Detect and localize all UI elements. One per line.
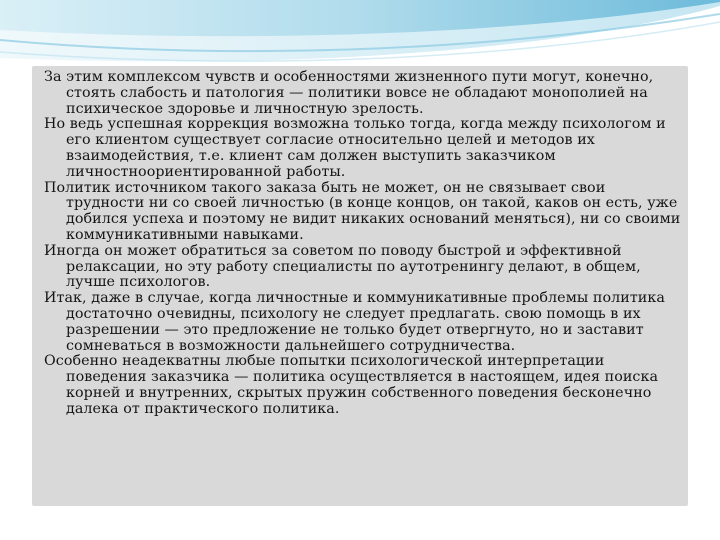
paragraph: Особенно неадекватны любые попытки психологической интерпретации поведения заказчика — политика осуществляется в настоящем, идея поиска корней и внутренних, скрытых пружин собственного поведения бесконечно далека от практического политика. — [44, 353, 659, 417]
paragraph: За этим комплексом чувств и особенностями жизненного пути могут, конечно, стоять слабость и патология — политики вовсе не обладают монополией на психическое здоровье и личностную зрелость. — [44, 69, 654, 117]
paragraph: Политик источником такого заказа быть не может, он не связывает свои трудности ни со своей личностью (в конце концов, он такой, каков он есть, уже добился успеха и поэтому не видит никаких оснований меняться), ни со своими коммуникативными навыками. — [44, 179, 681, 243]
paragraph: Иногда он может обратиться за советом по поводу быстрой и эффективной релаксации, но эту работу специалисты по аутотренингу делают, в общем, лучше психологов. — [44, 242, 641, 291]
paragraph: Но ведь успешная коррекция возможна только тогда, когда между психологом и его клиентом существует согласие относительно целей и методов их взаимодействия, т.е. клиент сам должен выступить заказчиком личностноориентированной работы. — [44, 116, 666, 180]
body-text — [44, 70, 684, 418]
paragraph: Итак, даже в случае, когда личностные и коммуникативные проблемы политика достаточно очевидны, психологу не следует предлагать. свою помощь в их разрешении — это предложение не только будет отвергнуто, но и заставит сомневаться в возможности дальнейшего сотрудничества. — [44, 290, 665, 354]
